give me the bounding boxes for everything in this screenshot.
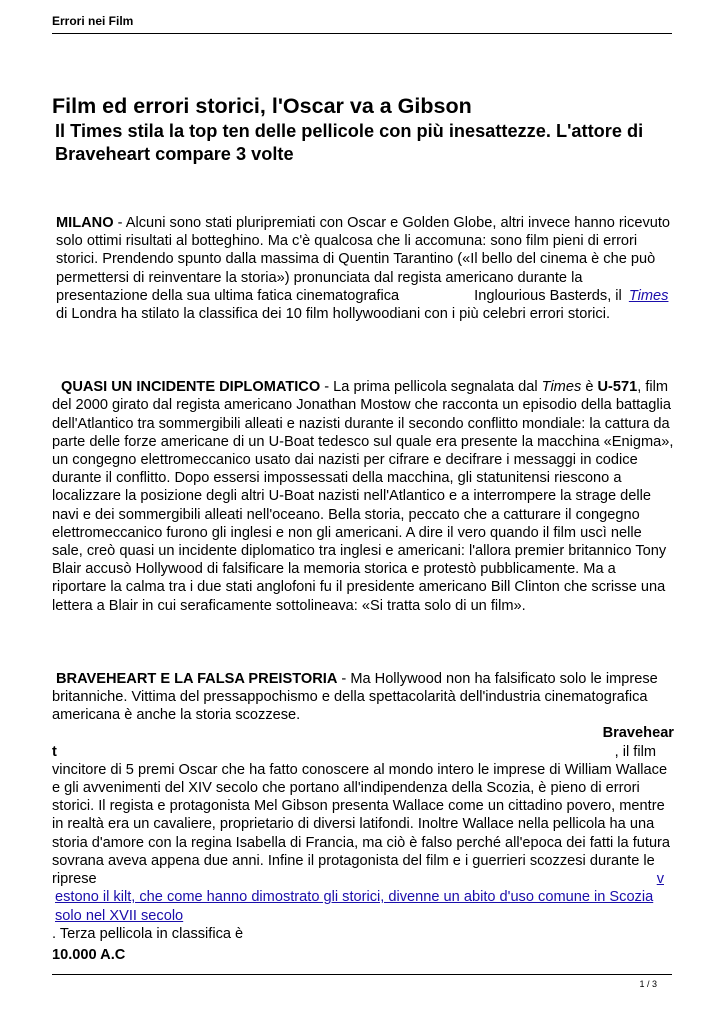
page-number: 1 / 3 <box>639 979 657 989</box>
section-braveheart-text: - Ma Hollywood non ha falsificato solo le imprese britanniche. Vittima del pressappochismo e della spettacolarità dell'industria cinematografica americana è anche la storia scozzese. <box>52 670 658 724</box>
film-braveheart-b: t <box>52 743 57 760</box>
intro-text-end: di Londra ha stilato la classifica dei 10 film hollywoodiani con i più celebri errori storici. <box>56 306 611 323</box>
section-braveheart <box>52 670 674 964</box>
section-braveheart-heading: BRAVEHEART E LA FALSA PREISTORIA <box>56 670 338 687</box>
next-film-title: 10.000 A.C <box>52 946 126 963</box>
braveheart-title-row <box>52 724 674 742</box>
film-comma: , il film <box>614 743 656 760</box>
times-italic: Times <box>541 379 582 396</box>
section-braveheart-body: vincitore di 5 premi Oscar che ha fatto conoscere al mondo intero le imprese di William Wallace e gli avvenimenti del XIV secolo che portano all'indipendenza della Scozia, è pieno di errori storici. Il regista e protagonista Mel Gibson presenta Wallace come un cittadino povero, mentre in realtà era un cavaliere, proprietario di diversi latifondi. Inoltre Wallace nella pellicola ha una storia d'amore con la regina Isabella di Francia, ma ciò è falso perché all'epoca dei fatti la futura sovrana aveva appena due anni. Infine il protagonista del film e i guerrieri scozzesi durante le <box>52 761 671 869</box>
kilt-link-end[interactable]: solo nel XVII secolo <box>55 907 184 924</box>
riprese-row <box>52 870 674 888</box>
braveheart-title-row-2 <box>52 743 674 761</box>
section-u571-text: - La prima pellicola segnalata dal <box>320 379 542 396</box>
film-u571: U-571 <box>597 379 638 396</box>
footer-divider <box>52 974 672 975</box>
page-header-title: Errori nei Film <box>52 14 134 28</box>
article-subtitle: Il Times stila la top ten delle pellicole con più inesattezze. L'attore di Braveheart compare 3 volte <box>55 121 644 164</box>
section-u571 <box>52 378 674 615</box>
article <box>52 93 674 964</box>
intro-film: Inglourious Basterds, il <box>474 287 626 304</box>
times-link[interactable]: Times <box>628 287 669 304</box>
section-u571-heading: QUASI UN INCIDENTE DIPLOMATICO <box>61 379 321 396</box>
is-text: è <box>581 379 598 396</box>
next-film-intro: . Terza pellicola in classifica è <box>52 925 244 942</box>
intro-lead: MILANO <box>56 215 114 231</box>
header-divider <box>52 33 672 34</box>
section-u571-body: , film del 2000 girato dal regista americano Jonathan Mostow che racconta un episodio della battaglia dell'Atlantico tra sommergibili alleati e nazisti durante il secondo conflitto mondiale: la cattura da parte delle forze americane di un U-Boat tedesco sul quale era presente la macchina «Enigma», un congegno elettromeccanico usato dai nazisti per cifrare e decifrare i messaggi in codice durante il conflitto. Dopo essersi impossessati della macchina, gli statunitensi riescono a localizzare la posizione degli altri U-Boat nazisti nell'Atlantico e a interrompere la strage delle navi e dei sommergibili alleati nell'oceano. Bella storia, peccato che a catturare il congegno elettromeccanico furono gli inglesi e non gli americani. A dire il vero quando il film uscì nelle sale, creò quasi un incidente diplomatico tra inglesi e americani: l'allora premier britannico Tony Blair accusò Hollywood di falsificare la memoria storica e protestò pubblicamente. Ma a riportare la calma tra i due stati anglofoni fu il presidente americano Bill Clinton che scrisse una lettera a Blair in cui seraficamente sottolineava: «Si tratta solo di un film». <box>52 379 674 614</box>
intro-text: - Alcuni sono stati pluripremiati con Oscar e Golden Globe, altri invece hanno ricevuto solo ottimi risultati al botteghino. Ma c'è qualcosa che li accomuna: sono film pieni di errori storici. Prendendo spunto dalla massima di Quentin Tarantino («Il bello del cinema è che può permettersi di reinventare la storia») pronunciata dal regista americano durante la presentazione della sua ultima fatica cinematografica <box>56 215 671 304</box>
kilt-link[interactable]: estono il kilt, che come hanno dimostrato gli storici, divenne un abito d'uso comune in Scozia <box>55 889 654 906</box>
article-title: Film ed errori storici, l'Oscar va a Gibson <box>52 94 472 118</box>
riprese-text: riprese <box>52 871 97 888</box>
kilt-link-start[interactable]: v <box>656 871 664 888</box>
film-braveheart-a: Bravehear <box>602 725 674 742</box>
intro-paragraph <box>52 214 674 323</box>
